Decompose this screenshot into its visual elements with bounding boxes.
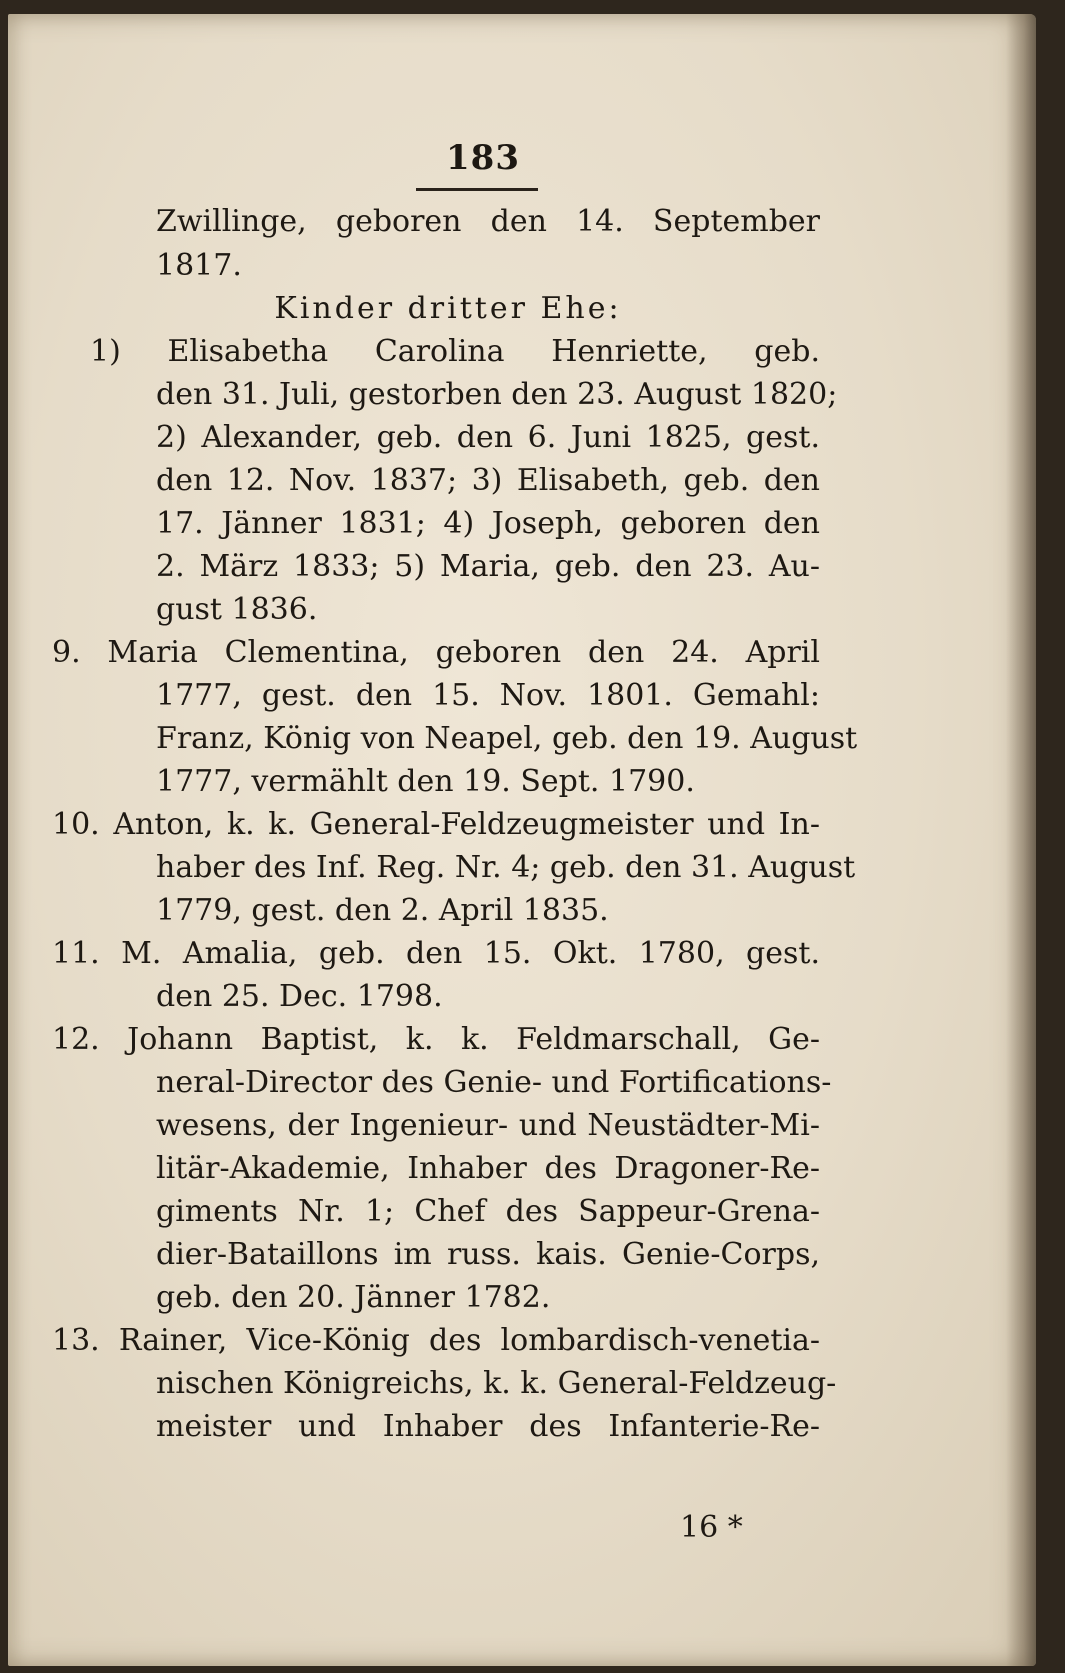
text-line: dier-Bataillons im russ. kais. Genie-Corps, xyxy=(156,1237,820,1272)
text-line: 1) Elisabetha Carolina Henriette, geb. xyxy=(90,334,820,369)
text-line: 17. Jänner 1831; 4) Joseph, geboren den xyxy=(156,506,820,541)
text-line: Zwillinge, geboren den 14. September xyxy=(156,204,820,239)
text-line: neral-Director des Genie- und Fortifications- xyxy=(156,1065,832,1100)
signature-mark: 16 * xyxy=(680,1510,743,1545)
text-line: den 25. Dec. 1798. xyxy=(156,979,443,1014)
text-line: den 31. Juli, gestorben den 23. August 1820; xyxy=(156,377,838,412)
text-line: haber des Inf. Reg. Nr. 4; geb. den 31. August xyxy=(156,850,856,885)
text-line: den 12. Nov. 1837; 3) Elisabeth, geb. den xyxy=(156,463,820,498)
text-line: 2. März 1833; 5) Maria, geb. den 23. Au- xyxy=(156,549,820,584)
page-number: 183 xyxy=(446,138,520,178)
text-line: Franz, König von Neapel, geb. den 19. August xyxy=(156,721,858,756)
page-text xyxy=(8,14,1036,1666)
text-line: 1777, vermählt den 19. Sept. 1790. xyxy=(156,764,695,799)
text-line: litär-Akademie, Inhaber des Dragoner-Re- xyxy=(156,1151,820,1186)
text-line: giments Nr. 1; Chef des Sappeur-Grena- xyxy=(156,1194,820,1229)
book-page xyxy=(8,14,1036,1666)
text-line: nischen Königreichs, k. k. General-Feldzeug- xyxy=(156,1366,837,1401)
section-heading: Kinder dritter Ehe: xyxy=(274,291,622,326)
text-line: meister und Inhaber des Infanterie-Re- xyxy=(156,1409,820,1444)
text-line: 10. Anton, k. k. General-Feldzeugmeister und In- xyxy=(52,807,820,842)
text-line: 12. Johann Baptist, k. k. Feldmarschall, Ge- xyxy=(52,1022,820,1057)
text-line: gust 1836. xyxy=(156,592,318,627)
text-line: 1779, gest. den 2. April 1835. xyxy=(156,893,609,928)
text-line: 11. M. Amalia, geb. den 15. Okt. 1780, gest. xyxy=(52,936,820,971)
text-line: 13. Rainer, Vice-König des lombardisch-venetia- xyxy=(52,1323,820,1358)
text-line: 1817. xyxy=(156,248,242,283)
text-line: 1777, gest. den 15. Nov. 1801. Gemahl: xyxy=(156,678,820,713)
text-line: wesens, der Ingenieur- und Neustädter-Mi- xyxy=(156,1108,820,1143)
text-line: 9. Maria Clementina, geboren den 24. April xyxy=(52,635,820,670)
text-line: 2) Alexander, geb. den 6. Juni 1825, gest. xyxy=(156,420,820,455)
text-line: geb. den 20. Jänner 1782. xyxy=(156,1280,551,1315)
